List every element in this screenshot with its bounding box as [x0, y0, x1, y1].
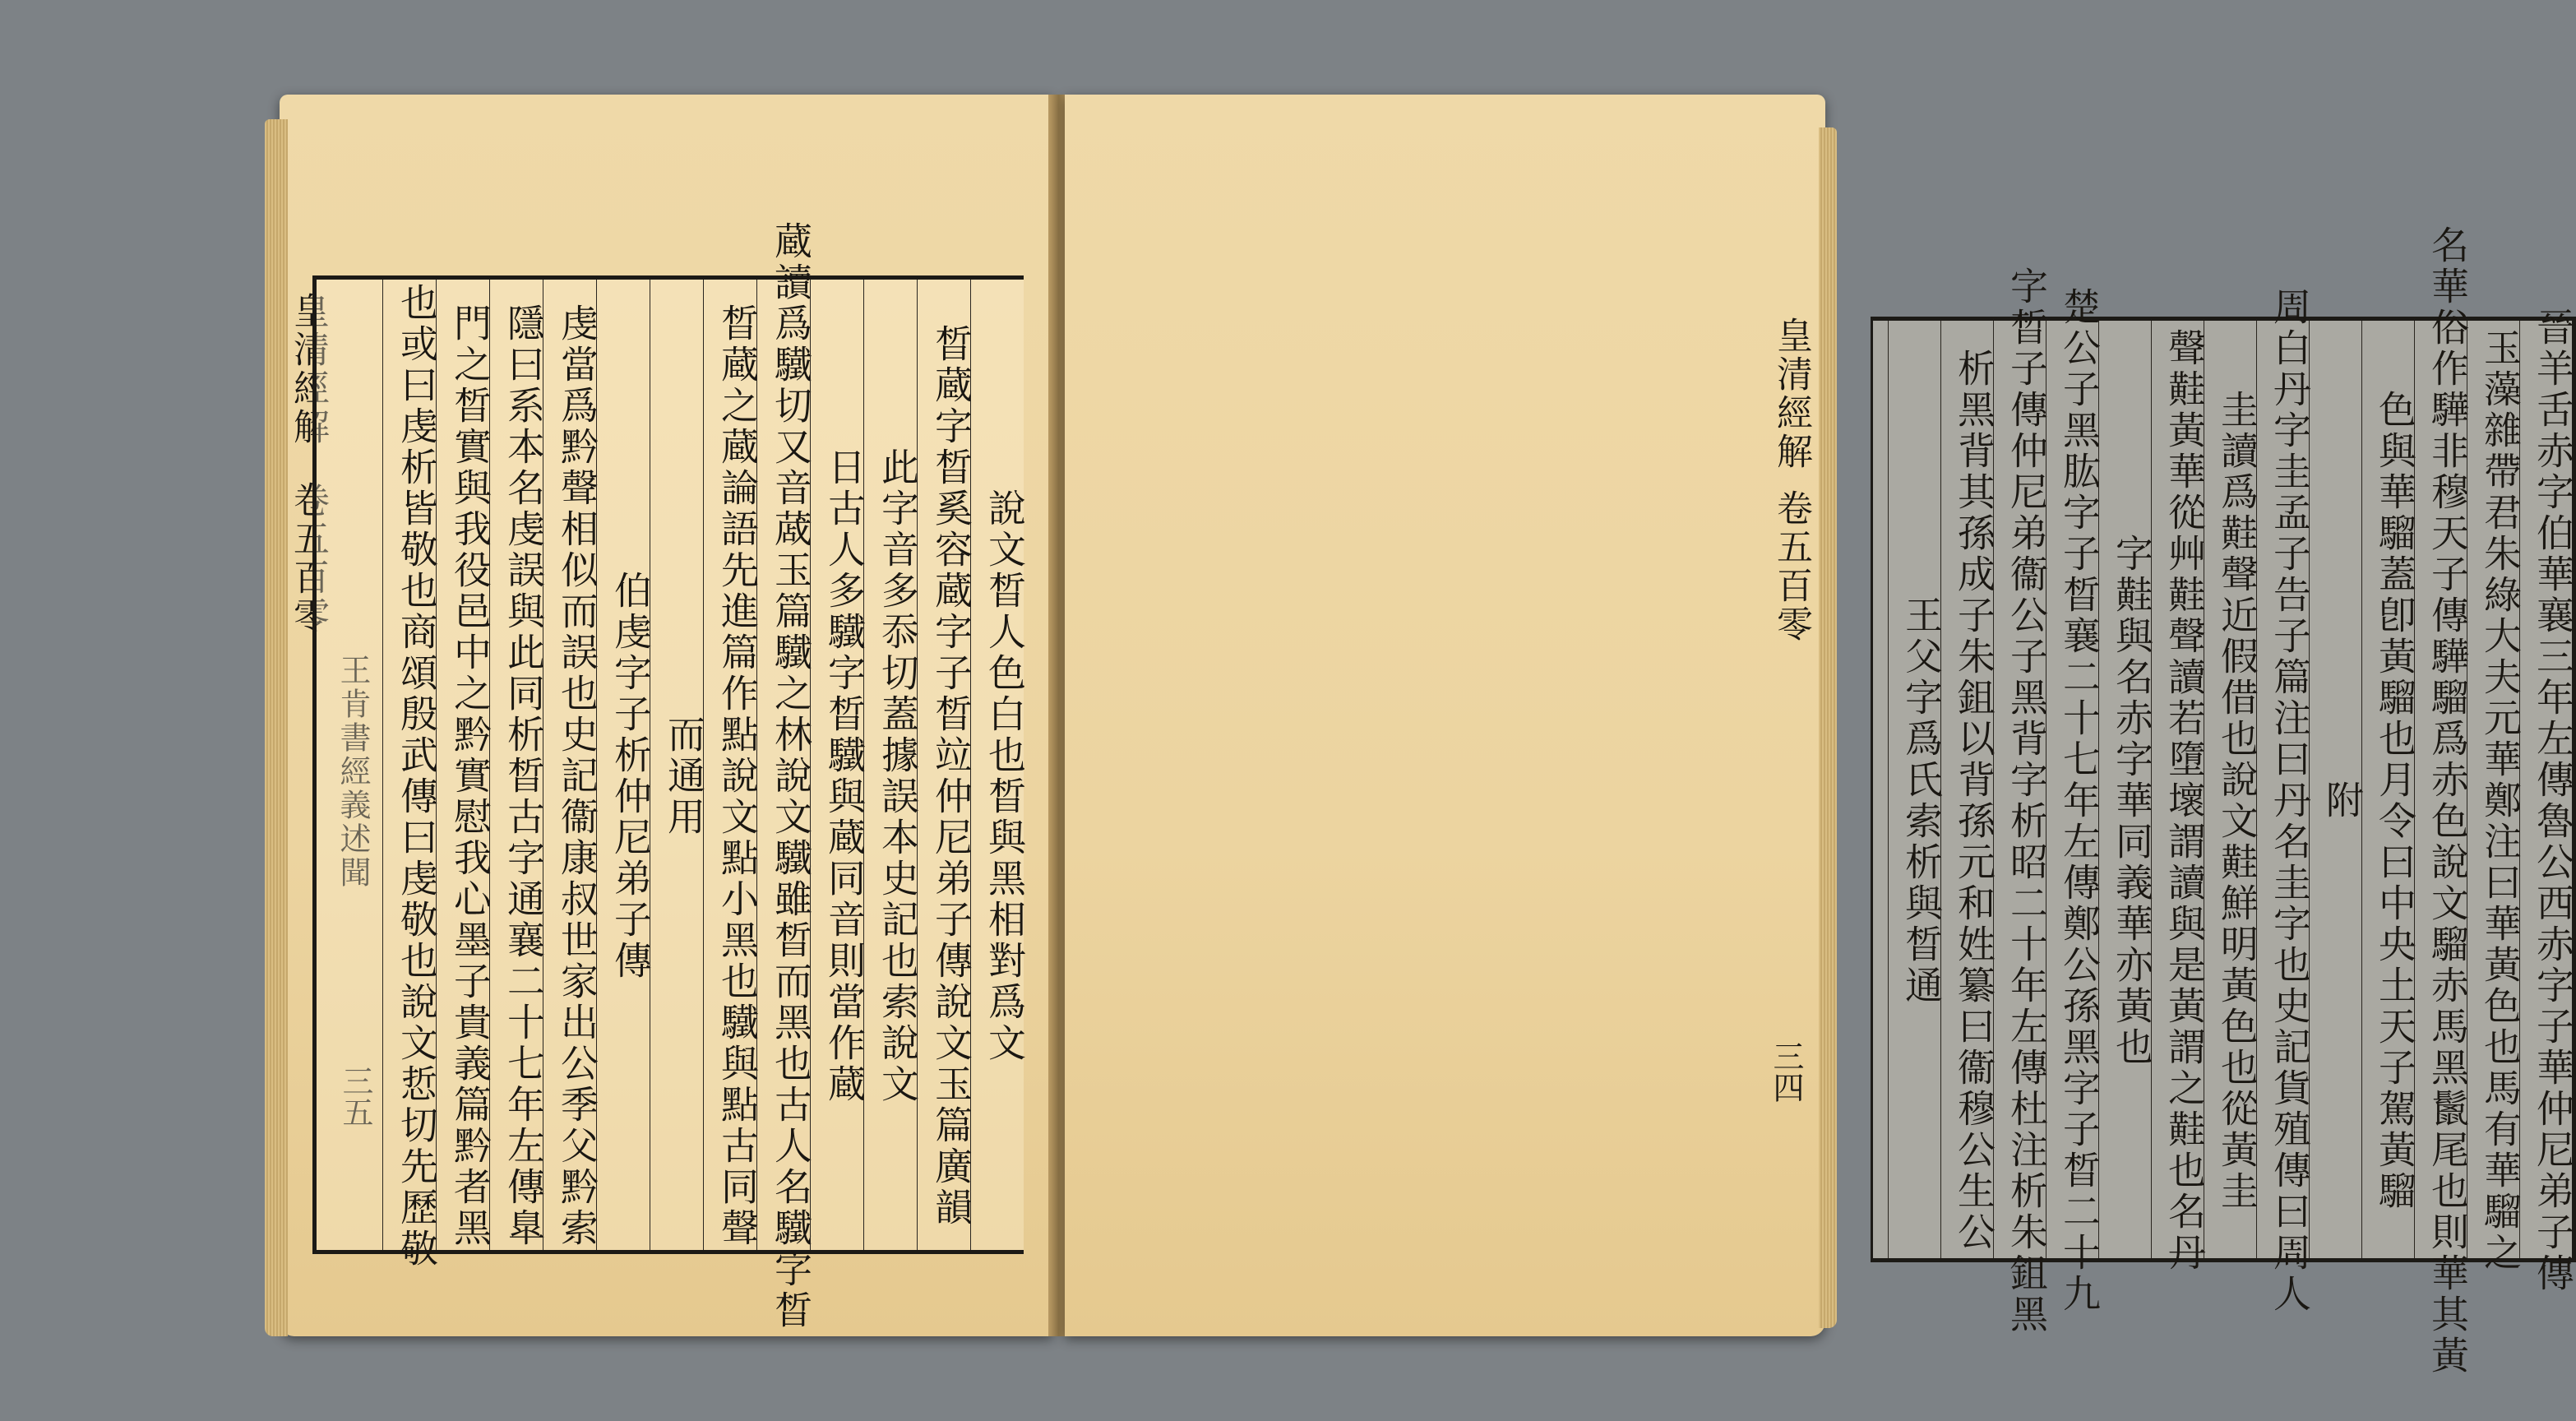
right-text-column — [2151, 321, 2207, 1274]
right-column-text: 附 — [2320, 780, 2365, 822]
left-text-column — [970, 280, 1027, 1250]
margin-volume-left: 卷五百零 — [287, 481, 329, 636]
left-column-text: 此字音多忝切蓋據誤本史記也索說文 — [876, 447, 920, 1105]
right-column-text: 字黊與名赤字華同義華亦黃也 — [2110, 534, 2154, 1068]
right-column-text: 周白丹字圭孟子告子篇注曰丹名圭字也史記貨殖傳曰周人 — [2268, 287, 2312, 1315]
left-text-column — [756, 221, 813, 1331]
column-block-left — [374, 221, 1027, 1331]
left-column-text: 伯虔字子析仲尼弟子傳 — [608, 571, 653, 982]
right-column-text: 色與華騮蓋卽黃騮也月令曰中央土天子駕黃騮 — [2373, 390, 2417, 1212]
open-book — [280, 78, 2575, 1377]
margin-work-left: 王肯書經義述聞 — [335, 654, 371, 890]
left-column-text: 虔當爲黔聲相似而誤也史記衞康叔世家出公季父黔索 — [555, 303, 599, 1249]
left-column-text: 晳蔵字晳奚容蔵字子晳竝仲尼弟子傳說文玉篇廣韻 — [929, 324, 974, 1229]
right-text-column — [2204, 321, 2259, 1258]
right-page — [1065, 95, 2575, 1377]
left-column-text: 說文晳人色白也晳與黑相對爲文 — [983, 488, 1027, 1064]
right-column-text: 楚公子黑肱字子晳襄二十七年左傳鄭公孫黑字子晳二十九 — [2057, 287, 2102, 1315]
left-text-column — [810, 280, 867, 1250]
right-column-text: 王父字爲氏索析與晳通 — [1899, 595, 1944, 1007]
left-column-text: 也或曰虔析皆敬也商頌殷武傳曰虔敬也說文悊切先歷敬 — [395, 283, 439, 1270]
right-text-column — [1888, 321, 1944, 1258]
right-text-column — [2361, 321, 2417, 1258]
text-frame-right — [1871, 225, 2576, 1377]
right-column-text: 玉藻雜帶君朱綠大夫元華鄭注曰華黃色也馬有華騮之 — [2478, 328, 2523, 1274]
margin-volume-right: 卷五百零 — [1770, 489, 1812, 644]
margin-title-right: 皇清經解 — [1770, 317, 1812, 471]
right-text-column — [2098, 321, 2154, 1258]
left-text-column — [382, 280, 439, 1270]
right-column-text: 圭讀爲黊聲近假借也說文黊鮮明黃色也從黃圭 — [2215, 390, 2259, 1212]
right-text-column — [2519, 308, 2575, 1294]
left-column-text: 門之晳實與我役邑中之黔實慰我心墨子貴義篇黔者黑 — [448, 303, 493, 1249]
left-text-column — [596, 280, 653, 1250]
left-text-column — [703, 280, 760, 1250]
left-column-text: 晳蔵之蔵論語先進篇作點說文點小黑也驖與點古同聲 — [715, 303, 760, 1249]
page-edges-right — [1819, 127, 1837, 1328]
right-text-column — [1940, 321, 1996, 1258]
text-frame-left — [312, 221, 1027, 1331]
right-text-column — [2256, 287, 2312, 1315]
left-text-column — [863, 280, 920, 1250]
left-text-column — [543, 280, 599, 1250]
left-column-text: 而通用 — [662, 715, 706, 838]
right-column-text: 析黑背其孫成子朱鉏以背孫元和姓纂曰衞穆公生公 — [1952, 349, 1996, 1253]
left-column-text: 隱曰系本名虔誤與此同析晳古字通襄二十七年左傳臯 — [502, 303, 546, 1249]
left-page — [280, 95, 1052, 1336]
column-block-right — [1873, 225, 2575, 1377]
left-text-column — [917, 280, 974, 1250]
left-column-text: 蔵讀爲驖切又音蒧玉篇驖之林說文驖雖晳而黑也古人名驖字晳 — [769, 221, 813, 1331]
right-column-text: 字晳子傳仲尼弟衞公子黑背字析昭二十年左傳杜注析朱鉏黑 — [2005, 266, 2049, 1335]
left-text-column — [650, 280, 706, 1250]
left-column-text: 日古人多驖字晳驖與蔵同音則當作蔵 — [822, 447, 867, 1105]
left-text-column — [436, 280, 493, 1250]
right-column-text: 名華俗作驊非穆天子傳驊騮爲赤色說文騮赤馬黑鬛尾也則華其黃 — [2426, 225, 2470, 1377]
folio-left: 三五 — [337, 1065, 373, 1127]
right-text-column — [2414, 225, 2470, 1377]
right-text-column — [2467, 321, 2523, 1274]
left-text-column — [489, 280, 546, 1250]
right-column-text: 聲黊黃華從艸黊聲讀若墮壞謂讀與是黃謂之黊也名丹 — [2162, 328, 2207, 1274]
folio-right: 三四 — [1768, 1040, 1804, 1103]
right-text-column — [1993, 266, 2049, 1335]
right-text-column — [2046, 287, 2102, 1315]
margin-title-left: 皇清經解 — [287, 292, 329, 447]
right-text-column — [2309, 321, 2365, 1258]
right-column-text: 晉羊舌赤字伯華襄三年左傳魯公西赤字子華仲尼弟子傳 — [2531, 308, 2575, 1294]
